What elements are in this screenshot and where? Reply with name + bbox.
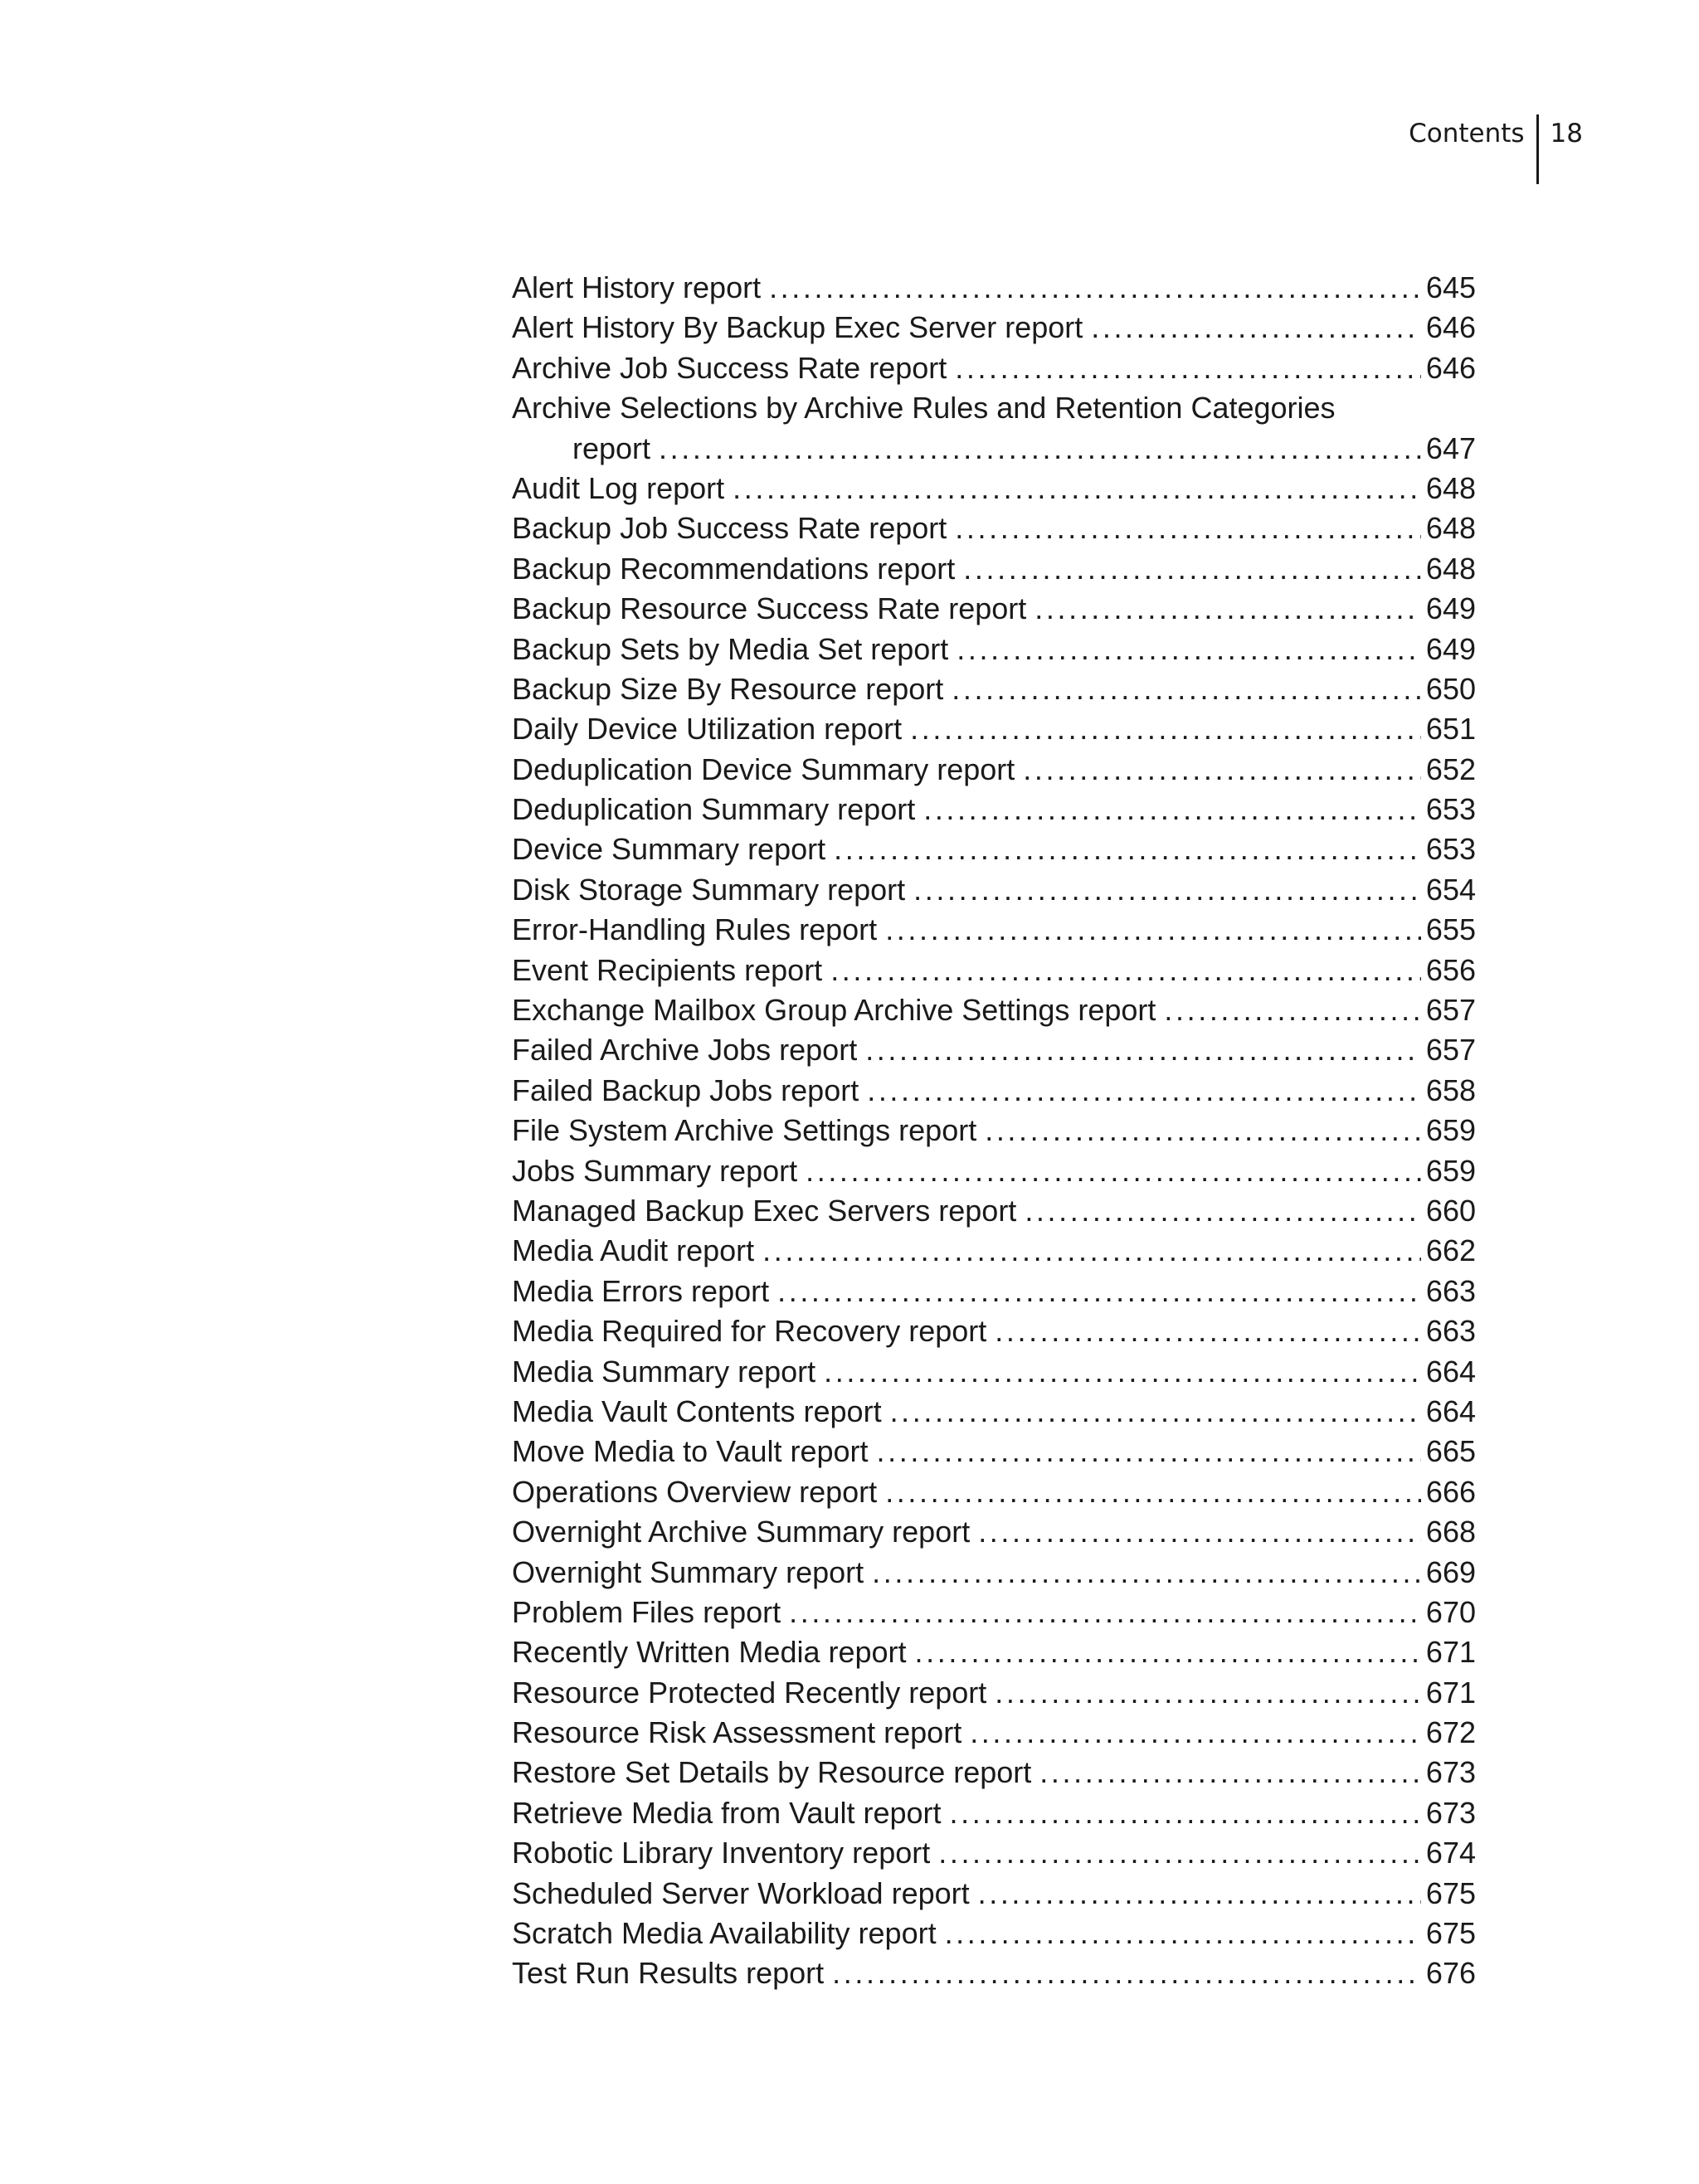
toc-entry[interactable] bbox=[512, 1311, 1476, 1351]
dot-leader bbox=[824, 1352, 1421, 1392]
toc-entry[interactable] bbox=[512, 990, 1476, 1030]
toc-entry-label: Operations Overview report bbox=[512, 1474, 878, 1509]
dot-leader bbox=[806, 1151, 1421, 1191]
toc-entry-label: Media Summary report bbox=[512, 1354, 816, 1389]
dot-leader bbox=[890, 1392, 1421, 1432]
toc-entry-label: Disk Storage Summary report bbox=[512, 872, 906, 907]
toc-entry[interactable] bbox=[512, 1593, 1476, 1632]
toc-entry[interactable] bbox=[512, 1673, 1476, 1713]
dot-leader bbox=[985, 1111, 1421, 1150]
toc-entry-page: 658 bbox=[1425, 1073, 1476, 1107]
toc-entry-page: 657 bbox=[1425, 993, 1476, 1028]
dot-leader bbox=[915, 1632, 1421, 1672]
toc-entry-label: Scheduled Server Workload report bbox=[512, 1875, 970, 1910]
dot-leader bbox=[978, 1512, 1421, 1552]
toc-entry-page: 652 bbox=[1425, 752, 1476, 786]
dot-leader bbox=[923, 790, 1421, 829]
dot-leader bbox=[877, 1432, 1421, 1471]
toc-entry-page: 660 bbox=[1425, 1194, 1476, 1228]
toc-entry-page: 670 bbox=[1425, 1594, 1476, 1629]
dot-leader bbox=[1025, 1191, 1421, 1231]
dot-leader bbox=[1023, 750, 1421, 790]
toc-entry[interactable] bbox=[512, 669, 1476, 709]
toc-entry-label: Failed Backup Jobs report bbox=[512, 1073, 859, 1107]
toc-entry-label: Archive Selections by Archive Rules and Retention Categories bbox=[512, 391, 1336, 426]
toc-entry[interactable] bbox=[512, 589, 1476, 629]
dot-leader bbox=[834, 829, 1421, 869]
toc-entry-label: Event Recipients report bbox=[512, 952, 823, 987]
toc-entry[interactable] bbox=[512, 1231, 1476, 1271]
toc-entry[interactable] bbox=[512, 308, 1476, 348]
dot-leader bbox=[830, 951, 1421, 990]
toc-entry-page: 671 bbox=[1425, 1675, 1476, 1710]
toc-entry-page: 665 bbox=[1425, 1434, 1476, 1469]
toc-entry-page: 648 bbox=[1425, 470, 1476, 505]
dot-leader bbox=[865, 1030, 1421, 1070]
toc-entry-page: 646 bbox=[1425, 310, 1476, 345]
toc-entry[interactable] bbox=[512, 1352, 1476, 1392]
dot-leader bbox=[938, 1833, 1421, 1873]
dot-leader bbox=[789, 1593, 1421, 1632]
toc-entry[interactable] bbox=[512, 709, 1476, 749]
toc-entry-label: Failed Archive Jobs report bbox=[512, 1033, 858, 1068]
toc-entry-page: 653 bbox=[1425, 832, 1476, 867]
toc-entry-page: 671 bbox=[1425, 1635, 1476, 1670]
toc-entry-page: 649 bbox=[1425, 591, 1476, 626]
toc-entry-page: 668 bbox=[1425, 1515, 1476, 1549]
page-number: 18 bbox=[1550, 119, 1583, 148]
toc-entry-label: Move Media to Vault report bbox=[512, 1434, 869, 1469]
toc-entry[interactable] bbox=[512, 469, 1476, 508]
toc-entry-label: Retrieve Media from Vault report bbox=[512, 1795, 942, 1830]
toc-entry-label: File System Archive Settings report bbox=[512, 1113, 977, 1148]
toc-entry-label: Robotic Library Inventory report bbox=[512, 1836, 931, 1870]
toc-entry[interactable] bbox=[512, 1753, 1476, 1792]
toc-entry-page: 659 bbox=[1425, 1113, 1476, 1148]
toc-entry[interactable] bbox=[512, 1713, 1476, 1753]
toc-entry-label: Media Required for Recovery report bbox=[512, 1314, 987, 1349]
toc-entry-page: 664 bbox=[1425, 1354, 1476, 1389]
toc-entry-page: 675 bbox=[1425, 1875, 1476, 1910]
toc-entry-label: Restore Set Details by Resource report bbox=[512, 1755, 1032, 1790]
toc-entry[interactable] bbox=[512, 870, 1476, 910]
toc-entry-page: 674 bbox=[1425, 1836, 1476, 1870]
dot-leader bbox=[970, 1713, 1421, 1753]
dot-leader bbox=[832, 1953, 1421, 1993]
dot-leader bbox=[978, 1874, 1421, 1914]
toc-entry-page: 650 bbox=[1425, 671, 1476, 706]
dot-leader bbox=[659, 429, 1421, 469]
toc-entry[interactable] bbox=[512, 1432, 1476, 1471]
toc-entry[interactable] bbox=[512, 1953, 1476, 1993]
toc-entry[interactable] bbox=[512, 910, 1476, 950]
toc-entry-label: Overnight Archive Summary report bbox=[512, 1515, 971, 1549]
dot-leader bbox=[872, 1553, 1421, 1593]
toc-entry-label: Recently Written Media report bbox=[512, 1635, 907, 1670]
toc-entry-page: 659 bbox=[1425, 1153, 1476, 1188]
toc-entry-page: 673 bbox=[1425, 1755, 1476, 1790]
dot-leader bbox=[963, 549, 1421, 589]
toc-entry[interactable] bbox=[512, 1111, 1476, 1150]
toc-entry[interactable] bbox=[512, 1512, 1476, 1552]
toc-entry[interactable] bbox=[512, 1272, 1476, 1311]
toc-list bbox=[512, 268, 1476, 1994]
toc-entry[interactable] bbox=[512, 1472, 1476, 1512]
toc-entry-page: 648 bbox=[1425, 551, 1476, 586]
toc-entry-label: Resource Risk Assessment report bbox=[512, 1715, 962, 1750]
toc-entry[interactable] bbox=[512, 508, 1476, 548]
toc-entry[interactable] bbox=[512, 1833, 1476, 1873]
toc-entry-label: Device Summary report bbox=[512, 832, 826, 867]
toc-entry-label: Backup Recommendations report bbox=[512, 551, 956, 586]
dot-leader bbox=[910, 709, 1421, 749]
toc-entry-page: 669 bbox=[1425, 1554, 1476, 1589]
toc-entry-label: Deduplication Summary report bbox=[512, 792, 916, 827]
toc-entry[interactable] bbox=[512, 1392, 1476, 1432]
toc-entry[interactable] bbox=[512, 750, 1476, 790]
toc-entry-page: 649 bbox=[1425, 631, 1476, 666]
dot-leader bbox=[957, 630, 1421, 669]
dot-leader bbox=[995, 1673, 1421, 1713]
toc-entry-page: 645 bbox=[1425, 270, 1476, 304]
toc-entry-label: Backup Resource Success Rate report bbox=[512, 591, 1027, 626]
toc-entry[interactable] bbox=[512, 549, 1476, 589]
toc-entry[interactable] bbox=[512, 1874, 1476, 1914]
toc-entry-page: 673 bbox=[1425, 1795, 1476, 1830]
toc-entry-label: Media Audit report bbox=[512, 1233, 755, 1268]
toc-entry-page: 646 bbox=[1425, 350, 1476, 385]
toc-entry[interactable] bbox=[512, 1071, 1476, 1111]
toc-entry-label: Test Run Results report bbox=[512, 1956, 825, 1991]
toc-entry-page: 656 bbox=[1425, 952, 1476, 987]
toc-entry-page: 675 bbox=[1425, 1916, 1476, 1951]
toc-entry-label: Alert History report bbox=[512, 270, 762, 304]
toc-entry[interactable] bbox=[512, 1632, 1476, 1672]
toc-entry-label: Audit Log report bbox=[512, 470, 725, 505]
toc-entry[interactable] bbox=[512, 630, 1476, 669]
toc-entry-label: Backup Job Success Rate report bbox=[512, 511, 947, 546]
toc-entry[interactable] bbox=[512, 829, 1476, 869]
toc-entry-page: 662 bbox=[1425, 1233, 1476, 1268]
toc-entry-page: 654 bbox=[1425, 872, 1476, 907]
toc-entry-page: 651 bbox=[1425, 712, 1476, 747]
toc-entry[interactable] bbox=[512, 1151, 1476, 1191]
toc-entry-label: Deduplication Device Summary report bbox=[512, 752, 1015, 786]
dot-leader bbox=[885, 1472, 1421, 1512]
dot-leader bbox=[867, 1071, 1421, 1111]
toc-entry[interactable] bbox=[512, 1191, 1476, 1231]
toc-entry[interactable] bbox=[512, 1030, 1476, 1070]
running-header bbox=[1409, 114, 1583, 184]
toc-entry-label: Error-Handling Rules report bbox=[512, 912, 878, 947]
toc-entry-label: Problem Files report bbox=[512, 1594, 781, 1629]
toc-entry-page: 666 bbox=[1425, 1474, 1476, 1509]
dot-leader bbox=[733, 469, 1421, 508]
toc-entry-label-continued: report bbox=[572, 430, 651, 465]
toc-entry[interactable] bbox=[512, 348, 1476, 388]
dot-leader bbox=[1164, 990, 1421, 1030]
toc-entry[interactable] bbox=[512, 388, 1476, 469]
dot-leader bbox=[1034, 589, 1421, 629]
toc-entry-page: 663 bbox=[1425, 1273, 1476, 1308]
dot-leader bbox=[913, 870, 1421, 910]
dot-leader bbox=[762, 1231, 1421, 1271]
toc-entry-page: 653 bbox=[1425, 792, 1476, 827]
toc-entry[interactable] bbox=[512, 1793, 1476, 1833]
dot-leader bbox=[950, 1793, 1421, 1833]
toc-entry-label: Scratch Media Availability report bbox=[512, 1916, 937, 1951]
toc-entry-page: 655 bbox=[1425, 912, 1476, 947]
toc-entry-label: Backup Size By Resource report bbox=[512, 671, 944, 706]
toc-entry-page: 663 bbox=[1425, 1314, 1476, 1349]
toc-entry-page: 676 bbox=[1425, 1956, 1476, 1991]
toc-entry-label: Archive Job Success Rate report bbox=[512, 350, 947, 385]
dot-leader bbox=[952, 669, 1421, 709]
toc-entry-label: Resource Protected Recently report bbox=[512, 1675, 987, 1710]
toc-entry-label: Jobs Summary report bbox=[512, 1153, 798, 1188]
section-title: Contents bbox=[1409, 119, 1525, 148]
toc-entry[interactable] bbox=[512, 951, 1476, 990]
dot-leader bbox=[1039, 1753, 1421, 1792]
toc-entry-label: Media Errors report bbox=[512, 1273, 770, 1308]
toc-entry-label: Overnight Summary report bbox=[512, 1554, 864, 1589]
dot-leader bbox=[955, 348, 1421, 388]
toc-entry[interactable] bbox=[512, 1553, 1476, 1593]
toc-entry-page: 647 bbox=[1425, 430, 1476, 465]
toc-entry-label: Exchange Mailbox Group Archive Settings report bbox=[512, 993, 1156, 1028]
dot-leader bbox=[769, 268, 1421, 308]
toc-entry-label: Managed Backup Exec Servers report bbox=[512, 1194, 1017, 1228]
toc-entry-label: Alert History By Backup Exec Server report bbox=[512, 310, 1083, 345]
dot-leader bbox=[995, 1311, 1421, 1351]
toc-entry[interactable] bbox=[512, 1914, 1476, 1953]
dot-leader bbox=[885, 910, 1421, 950]
toc-entry-label: Backup Sets by Media Set report bbox=[512, 631, 949, 666]
dot-leader bbox=[1091, 308, 1421, 348]
toc-entry[interactable] bbox=[512, 790, 1476, 829]
dot-leader bbox=[945, 1914, 1421, 1953]
toc-entry[interactable] bbox=[512, 268, 1476, 308]
toc-entry-page: 664 bbox=[1425, 1394, 1476, 1428]
dot-leader bbox=[777, 1272, 1421, 1311]
toc-entry-page: 648 bbox=[1425, 511, 1476, 546]
toc-entry-page: 672 bbox=[1425, 1715, 1476, 1750]
toc-entry-page: 657 bbox=[1425, 1033, 1476, 1068]
toc-entry-label: Daily Device Utilization report bbox=[512, 712, 903, 747]
toc-entry-label: Media Vault Contents report bbox=[512, 1394, 882, 1428]
dot-leader bbox=[955, 508, 1421, 548]
